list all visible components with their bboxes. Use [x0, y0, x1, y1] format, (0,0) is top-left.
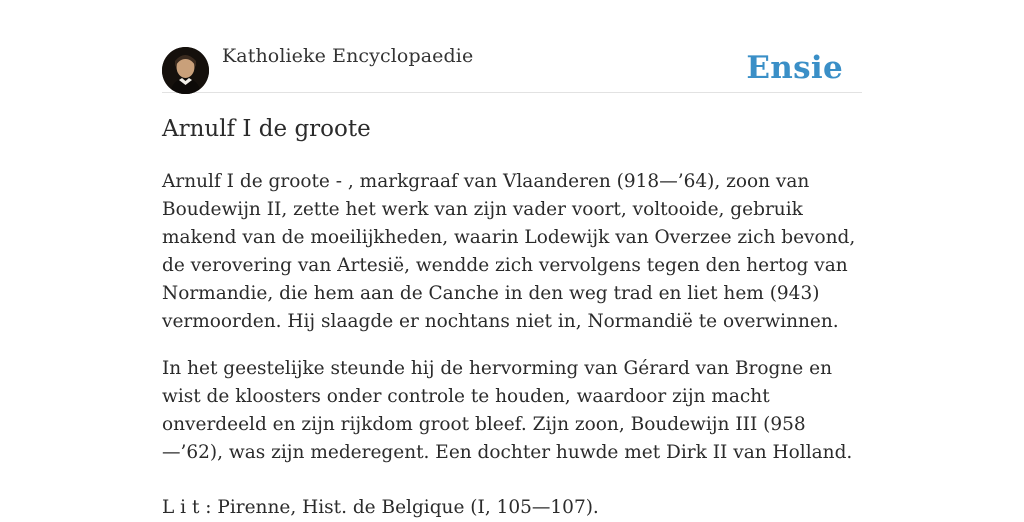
article-paragraph: In het geestelijke steunde hij de hervorming van Gérard van Brogne en wist de kloosters onder controle te houden, waardoor zijn macht onverdeeld en zijn rijkdom groot bleef. Zijn zoon, Boudewijn III (958—’62), was zijn mederegent. Een dochter huwde met Dirk II van Holland.: [162, 358, 853, 463]
page-container: [162, 0, 862, 518]
site-name[interactable]: Katholieke Encyclopaedie: [222, 45, 474, 67]
article-paragraph: Arnulf I de groote - , markgraaf van Vlaanderen (918—’64), zoon van Boudewijn II, zette het werk van zijn vader voort, voltooide, gebruik makend van de moeilijkheden, waarin Lodewijk van Overzee zich bevond, de verovering van Artesië, wendde zich vervolgens tegen den hertog van Normandie, die hem aan de Canche in den weg trad en liet hem (943) vermoorden. Hij slaagde er nochtans niet in, Normandië te overwinnen.: [162, 171, 856, 332]
page-title: Arnulf I de groote: [162, 116, 371, 142]
brand-logo[interactable]: Ensie: [746, 50, 843, 86]
site-header: [162, 0, 862, 93]
literature-reference: L i t : Pirenne, Hist. de Belgique (I, 105—107).: [162, 497, 599, 518]
portrait-avatar-icon[interactable]: [162, 47, 209, 94]
article-body: [162, 168, 862, 486]
